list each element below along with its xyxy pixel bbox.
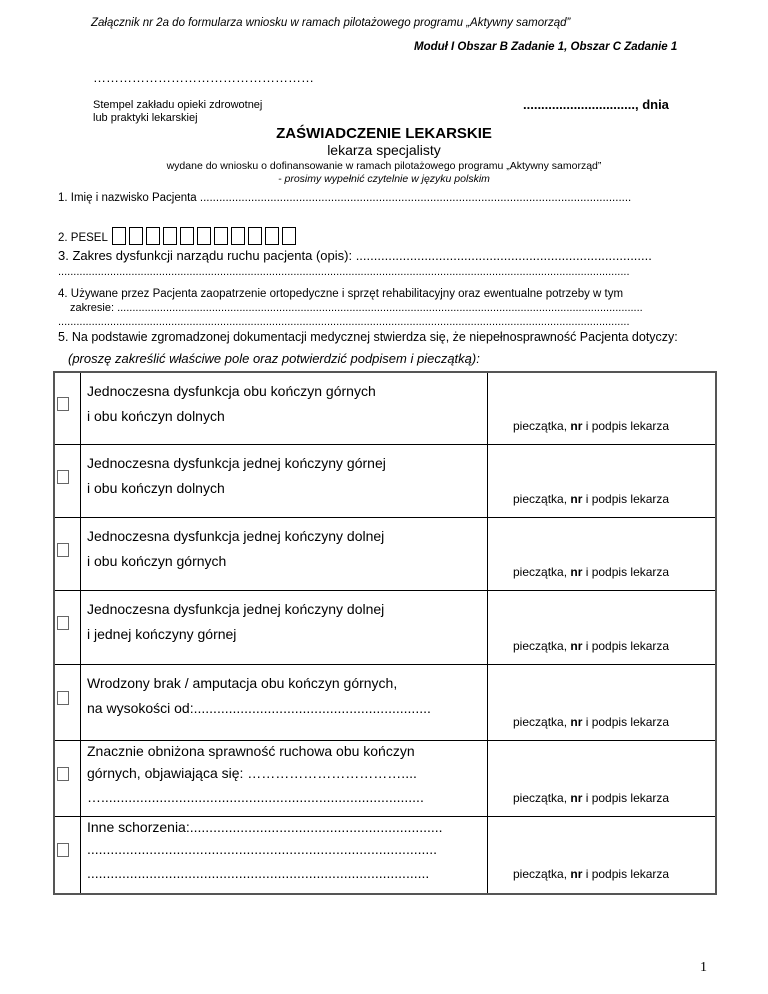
option-checkbox[interactable] [57, 767, 69, 781]
pesel-label: 2. PESEL [58, 232, 108, 244]
document-title: ZAŚWIADCZENIE LEKARSKIE [276, 125, 492, 142]
option-checkbox[interactable] [57, 470, 69, 484]
option-text-cell [80, 373, 488, 444]
option-row [55, 591, 715, 665]
option-text-line3: …................................................................................... [87, 789, 424, 805]
signature-label: pieczątka, nr i podpis lekarza [513, 565, 670, 579]
option-text-line1: Wrodzony brak / amputacja obu kończyn górnych, [87, 675, 398, 691]
annex-title: Załącznik nr 2a do formularza wniosku w ramach pilotażowego programu „Aktywny samorząd” [91, 17, 571, 29]
pesel-digit-box[interactable] [231, 227, 245, 245]
pesel-digit-box[interactable] [282, 227, 296, 245]
option-text-line1: Znacznie obniżona sprawność ruchowa obu kończyn [87, 743, 415, 759]
option-text-line1: Jednoczesna dysfunkcja jednej kończyny dolnej [87, 601, 385, 617]
issued-for-text: wydane do wniosku o dofinansowanie w ramach pilotażowego programu „Aktywny samorząd” [166, 160, 602, 172]
option-text-line2: na wysokości od:............................................................. [87, 700, 431, 716]
stamp-label-1: Stempel zakładu opieki zdrowotnej [93, 99, 263, 111]
option-row [55, 741, 715, 817]
signature-label: pieczątka, nr i podpis lekarza [513, 791, 670, 805]
field-dysfunction-line2[interactable]: ........................................................................................................................................................................................... [58, 266, 630, 278]
field-disability-instruction: (proszę zakreślić właściwe pole oraz potwierdzić podpisem i pieczątką): [68, 351, 480, 366]
pesel-boxes[interactable] [112, 227, 299, 245]
pesel-digit-box[interactable] [197, 227, 211, 245]
option-text-cell [80, 591, 488, 664]
option-checkbox-cell [55, 591, 81, 664]
disability-options-table [53, 371, 717, 895]
option-text-cell [80, 518, 488, 590]
option-text-line1: Jednoczesna dysfunkcja jednej kończyny dolnej [87, 528, 385, 544]
option-text-line1: Jednoczesna dysfunkcja jednej kończyny górnej [87, 455, 386, 471]
option-text-line1: Jednoczesna dysfunkcja obu kończyn górnych [87, 383, 376, 399]
option-checkbox-cell [55, 817, 81, 893]
option-checkbox[interactable] [57, 843, 69, 857]
option-text-line2: .......................................................................................... [87, 841, 438, 857]
option-text-line2: i jednej kończyny górnej [87, 626, 237, 642]
option-checkbox-cell [55, 445, 81, 517]
option-row [55, 373, 715, 445]
pesel-digit-box[interactable] [214, 227, 228, 245]
signature-label: pieczątka, nr i podpis lekarza [513, 715, 670, 729]
date-field[interactable]: ..............................., dnia [523, 97, 669, 112]
module-label: Moduł I Obszar B Zadanie 1, Obszar C Zadanie 1 [414, 41, 678, 53]
option-checkbox-cell [55, 518, 81, 590]
option-row [55, 817, 715, 893]
option-checkbox[interactable] [57, 397, 69, 411]
stamp-dots[interactable]: …………………………………………… [93, 70, 314, 85]
field-equipment: 4. Używane przez Pacjenta zaopatrzenie ortopedyczne i sprzęt rehabilitacyjny oraz ewentualne potrzeby w tym [58, 288, 624, 300]
option-checkbox[interactable] [57, 616, 69, 630]
document-subtitle: lekarza specjalisty [327, 142, 441, 158]
option-checkbox[interactable] [57, 543, 69, 557]
page-number: 1 [700, 960, 707, 975]
signature-label: pieczątka, nr i podpis lekarza [513, 639, 670, 653]
option-text-line2: i obu kończyn górnych [87, 553, 227, 569]
option-checkbox-cell [55, 373, 81, 444]
pesel-digit-box[interactable] [180, 227, 194, 245]
signature-label: pieczątka, nr i podpis lekarza [513, 419, 670, 433]
pesel-digit-box[interactable] [146, 227, 160, 245]
option-text-line2: i obu kończyn dolnych [87, 480, 225, 496]
stamp-label-2: lub praktyki lekarskiej [93, 112, 198, 124]
option-checkbox[interactable] [57, 691, 69, 705]
option-text-line1: Inne schorzenia:................................................................. [87, 819, 443, 835]
option-text-cell [80, 741, 488, 816]
option-checkbox-cell [55, 665, 81, 740]
option-row [55, 518, 715, 591]
option-text-cell [80, 665, 488, 740]
option-text-cell [80, 445, 488, 517]
pesel-digit-box[interactable] [129, 227, 143, 245]
option-checkbox-cell [55, 741, 81, 816]
pesel-digit-box[interactable] [112, 227, 126, 245]
pesel-digit-box[interactable] [265, 227, 279, 245]
option-text-line2: i obu kończyn dolnych [87, 408, 225, 424]
option-row [55, 445, 715, 518]
option-text-line3: ........................................................................................ [87, 865, 430, 881]
fill-instruction: - prosimy wypełnić czytelnie w języku polskim [278, 173, 490, 185]
pesel-digit-box[interactable] [163, 227, 177, 245]
field-patient-name[interactable]: 1. Imię i nazwisko Pacjenta ....................................................................................................................................... [58, 192, 632, 204]
field-disability-scope: 5. Na podstawie zgromadzonej dokumentacji medycznej stwierdza się, że niepełnosprawność Pacjenta dotyczy: [58, 330, 678, 344]
option-text-line2: górnych, objawiająca się: …………………………….... [87, 765, 417, 781]
field-pesel [58, 215, 299, 245]
signature-label: pieczątka, nr i podpis lekarza [513, 492, 670, 506]
field-equipment-line3[interactable]: ........................................................................................................................................................................................... [58, 316, 630, 328]
signature-label: pieczątka, nr i podpis lekarza [513, 867, 670, 881]
field-equipment-line2[interactable]: zakresie: ............................................................................................................................................................................ [70, 302, 643, 314]
field-dysfunction-scope[interactable]: 3. Zakres dysfunkcji narządu ruchu pacjenta (opis): .................................................................................. [58, 248, 652, 263]
option-text-cell [80, 817, 488, 893]
pesel-digit-box[interactable] [248, 227, 262, 245]
option-row [55, 665, 715, 741]
